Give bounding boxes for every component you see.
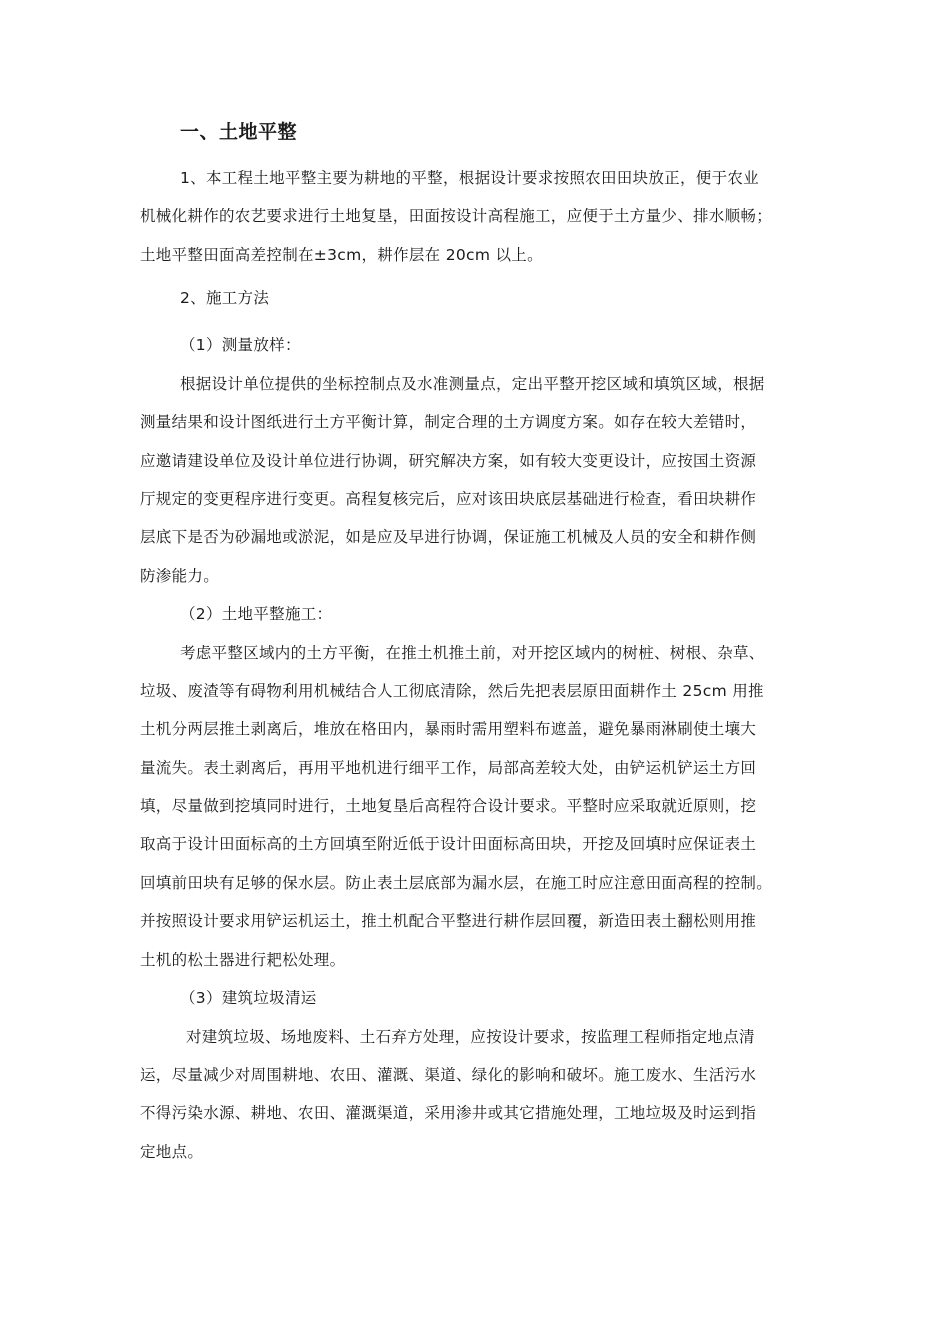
sub2-line-8: 并按照设计要求用铲运机运土，推土机配合平整进行耕作层回覆，新造田表土翻松则用推 xyxy=(140,912,757,930)
sub1-line-1: 根据设计单位提供的坐标控制点及水准测量点，定出平整开挖区域和填筑区域，根据 xyxy=(180,375,765,393)
sub2-line-7: 回填前田块有足够的保水层。防止表土层底部为漏水层，在施工时应注意田面高程的控制。 xyxy=(140,874,773,892)
section1-line-2: 机械化耕作的农艺要求进行土地复垦，田面按设计高程施工，应便于土方量少、排水顺畅； xyxy=(140,207,773,225)
sub2-line-2: 垃圾、废渣等有碍物利用机械结合人工彻底清除，然后先把表层原田面耕作土 25cm 用推 xyxy=(140,682,764,700)
sub1-heading: （1）测量放样： xyxy=(180,336,301,354)
sub1-line-5: 层底下是否为砂漏地或淤泥，如是应及早进行协调，保证施工机械及人员的安全和耕作侧 xyxy=(140,528,757,546)
sub2-heading: （2）土地平整施工： xyxy=(180,605,333,623)
page-title: 一、土地平整 xyxy=(180,121,298,143)
sub3-line-4: 定地点。 xyxy=(140,1143,204,1161)
sub2-line-4: 量流失。表土剥离后，再用平地机进行细平工作，局部高差较大处，由铲运机铲运土方回 xyxy=(140,759,757,777)
sub2-line-5: 填，尽量做到挖填同时进行，土地复垦后高程符合设计要求。平整时应采取就近原则，挖 xyxy=(140,797,757,815)
sub2-line-9: 土机的松土器进行耙松处理。 xyxy=(140,951,346,969)
sub2-line-3: 土机分两层推土剥离后，堆放在格田内，暴雨时需用塑料布遮盖，避免暴雨淋刷使土壤大 xyxy=(140,720,757,738)
sub3-line-2: 运，尽量减少对周围耕地、农田、灌溉、渠道、绿化的影响和破坏。施工废水、生活污水 xyxy=(140,1066,757,1084)
sub1-line-4: 厅规定的变更程序进行变更。高程复核完后，应对该田块底层基础进行检查，看田块耕作 xyxy=(140,490,757,508)
sub2-line-1: 考虑平整区域内的土方平衡，在推土机推土前，对开挖区域内的树桩、树根、杂草、 xyxy=(180,644,765,662)
sub3-line-3: 不得污染水源、耕地、农田、灌溉渠道，采用渗井或其它措施处理，工地垃圾及时运到指 xyxy=(140,1104,757,1122)
section2-heading: 2、施工方法 xyxy=(180,289,270,307)
sub1-line-6: 防渗能力。 xyxy=(140,567,220,585)
section1-line-3: 土地平整田面高差控制在±3cm，耕作层在 20cm 以上。 xyxy=(140,246,543,264)
sub1-line-2: 测量结果和设计图纸进行土方平衡计算，制定合理的土方调度方案。如存在较大差错时， xyxy=(140,413,757,431)
sub1-line-3: 应邀请建设单位及设计单位进行协调，研究解决方案，如有较大变更设计，应按国土资源 xyxy=(140,452,757,470)
section1-line-1: 1、本工程土地平整主要为耕地的平整，根据设计要求按照农田田块放正，便于农业 xyxy=(180,169,759,187)
sub3-line-1: 对建筑垃圾、场地废料、土石弃方处理，应按设计要求，按监理工程师指定地点清 xyxy=(186,1028,755,1046)
sub2-line-6: 取高于设计田面标高的土方回填至附近低于设计田面标高田块，开挖及回填时应保证表土 xyxy=(140,835,757,853)
sub3-heading: （3）建筑垃圾清运 xyxy=(180,989,317,1007)
